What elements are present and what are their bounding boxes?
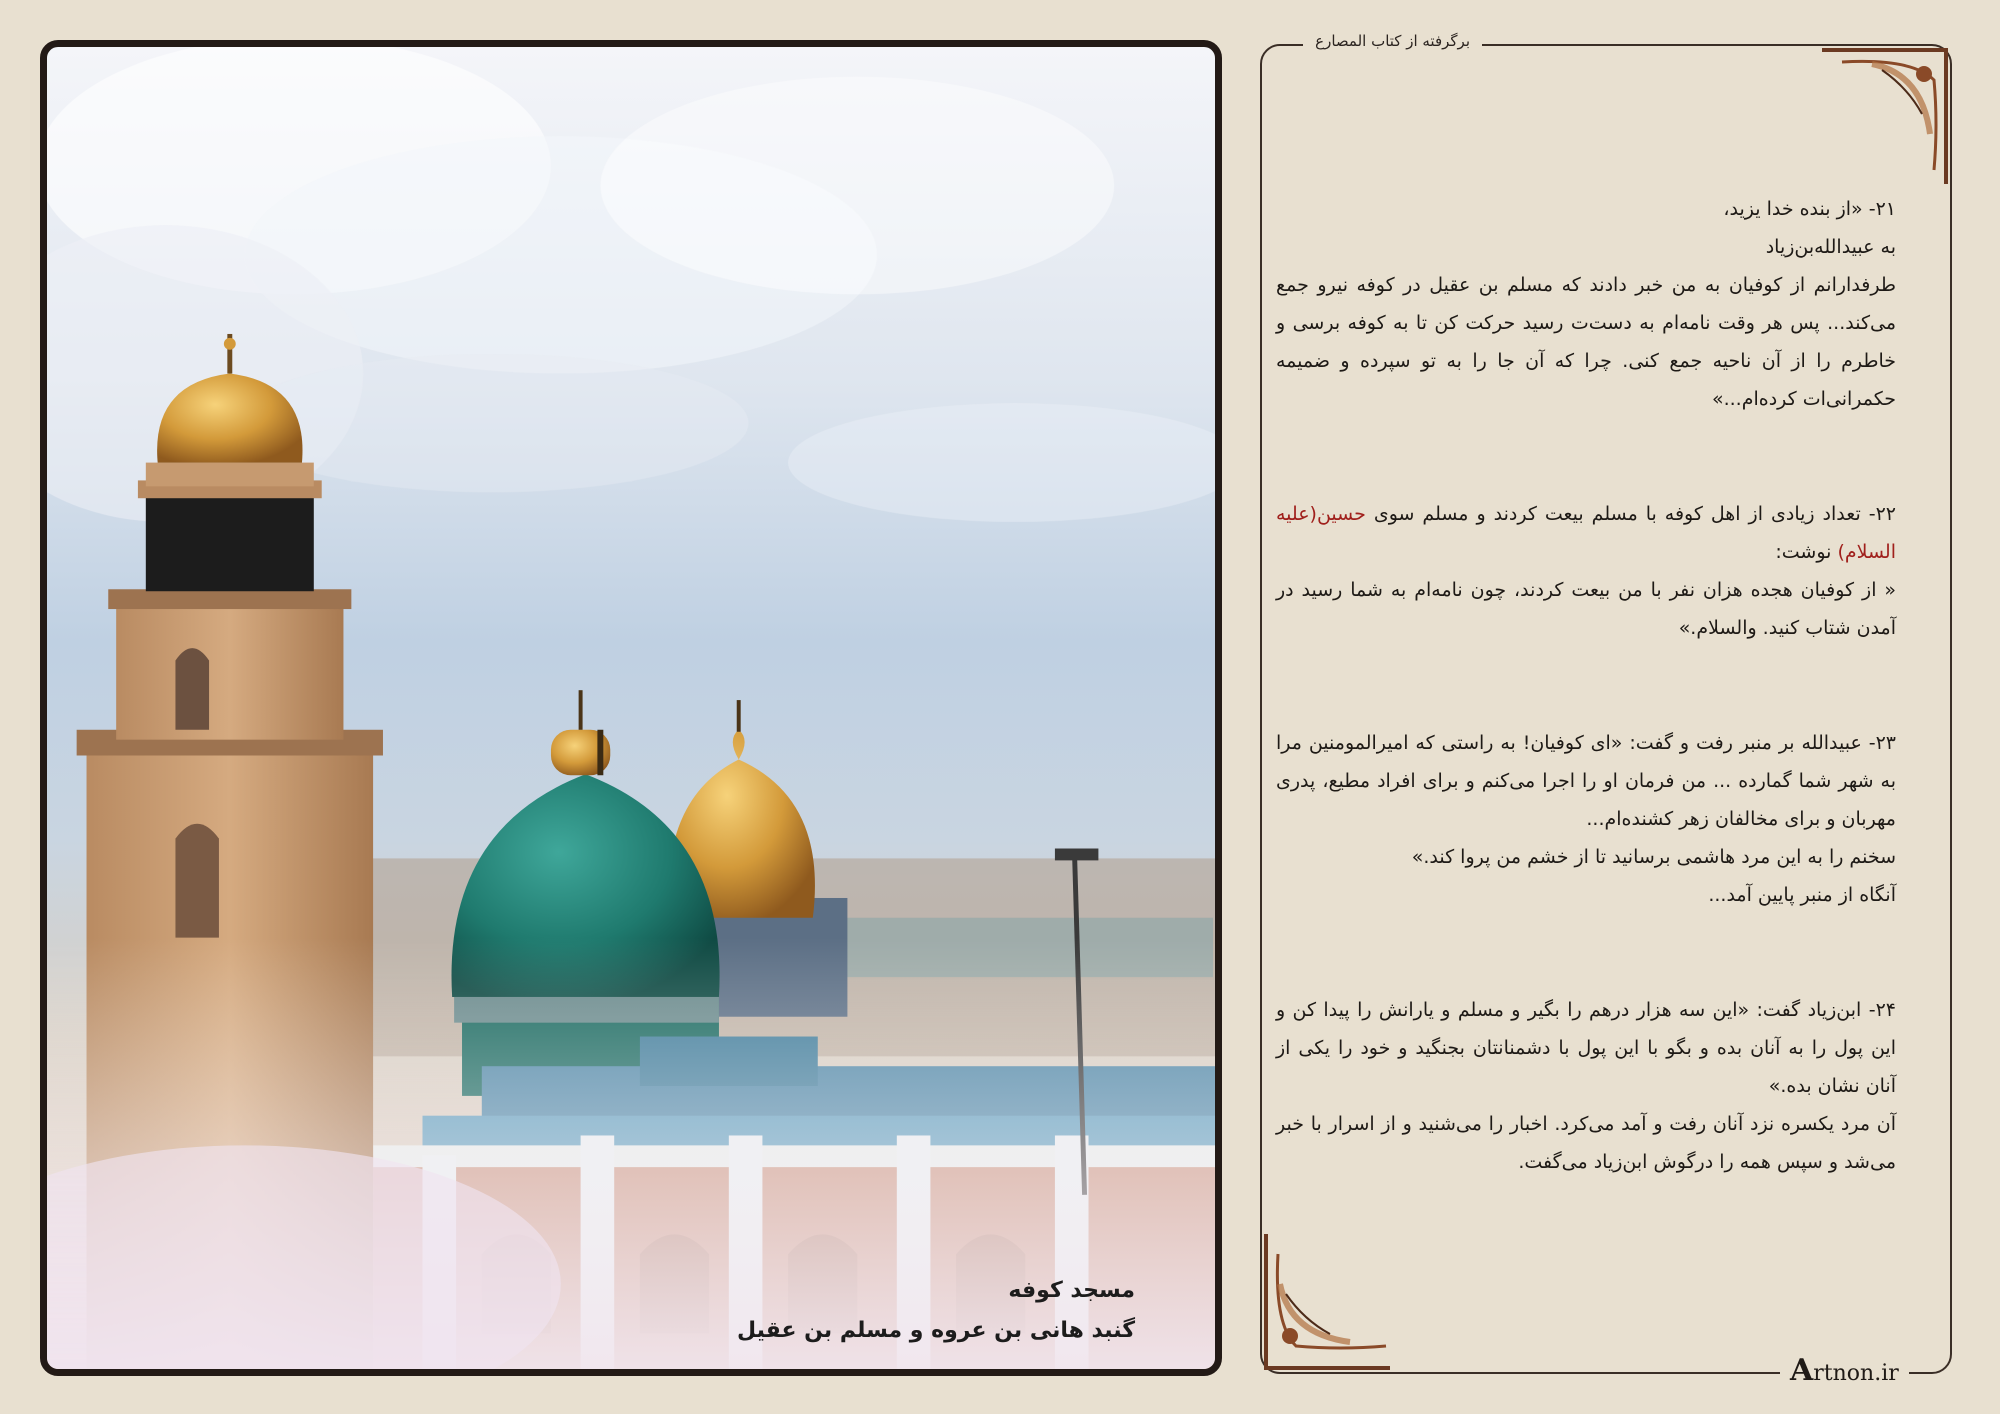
logo-domain: rtnon.ir xyxy=(1813,1361,1899,1386)
paragraph: به عبیدالله‌بن‌زیاد xyxy=(1765,236,1896,258)
paragraph: ۲۳- عبیدالله بر منبر رفت و گفت: «ای کوفیان! به راستی که امیرالمومنین مرا به شهر شما گمارده ... من فرمان او را اجرا می‌کنم و برای افراد مطیع، پدری مهربان و برای مخالفان زهر کشنده‌ام... xyxy=(1276,732,1896,830)
paragraph xyxy=(1276,495,1896,571)
caption-place: مسجد کوفه xyxy=(1008,1278,1135,1303)
section-24 xyxy=(1276,991,1896,1181)
mosque-photo-frame xyxy=(40,40,1222,1376)
site-logo xyxy=(1780,1353,1909,1388)
section-21 xyxy=(1276,190,1896,418)
text-panel xyxy=(1260,32,1952,1388)
corner-ornament-icon xyxy=(1260,1224,1400,1374)
paragraph: ۲۱- «از بنده خدا یزید، xyxy=(1723,198,1896,220)
paragraph: طرفدارانم از کوفیان به من خبر دادند که مسلم بن عقیل در کوفه نیرو جمع می‌کند... پس هر وقت نامه‌ام به دست‌ت رسید حرکت کن تا به کوفه برسی و خاطرم را از آن ناحیه جمع کنی. چرا که آن جا را به تو سپرده و ضمیمه حکمرانی‌ات کرده‌ام...» xyxy=(1276,274,1896,410)
caption-description: گنبد هانی بن عروه و مسلم بن عقیل xyxy=(737,1318,1135,1343)
source-note: برگرفته از کتاب المصارع xyxy=(1303,32,1482,50)
paragraph: سخنم را به این مرد هاشمی برسانید تا از خشم من پروا کند.» xyxy=(1411,846,1896,868)
mosque-illustration xyxy=(47,47,1215,1369)
logo-letter: A xyxy=(1790,1353,1814,1388)
highlighted-name: حسین(علیه السلام) xyxy=(1276,503,1896,563)
section-intro-end: نوشت: xyxy=(1775,541,1838,563)
paragraph: ۲۴- ابن‌زیاد گفت: «این سه هزار درهم را بگیر و مسلم و یارانش را پیدا کن و این پول را به آنان بده و بگو با این پول با دشمنانتان بجنگید و خود را یکی از آنان نشان بده.» xyxy=(1276,999,1896,1097)
paragraph: « از کوفیان هجده هزان نفر با من بیعت کردند، چون نامه‌ام به شما رسید در آمدن شتاب کنید. والسلام.» xyxy=(1276,579,1896,639)
paragraph: آنگاه از منبر پایین آمد... xyxy=(1708,884,1896,906)
section-intro: ۲۲- تعداد زیادی از اهل کوفه با مسلم بیعت کردند و مسلم سوی xyxy=(1365,503,1896,525)
section-22 xyxy=(1276,495,1896,647)
photo-caption xyxy=(737,1271,1135,1351)
section-23 xyxy=(1276,724,1896,914)
body-text xyxy=(1276,190,1896,1181)
corner-ornament-icon xyxy=(1812,44,1952,194)
paragraph: آن مرد یکسره نزد آنان رفت و آمد می‌کرد. اخبار را می‌شنید و از اسرار با خبر می‌شد و سپس همه را درگوش ابن‌زیاد می‌گفت. xyxy=(1276,1113,1896,1173)
